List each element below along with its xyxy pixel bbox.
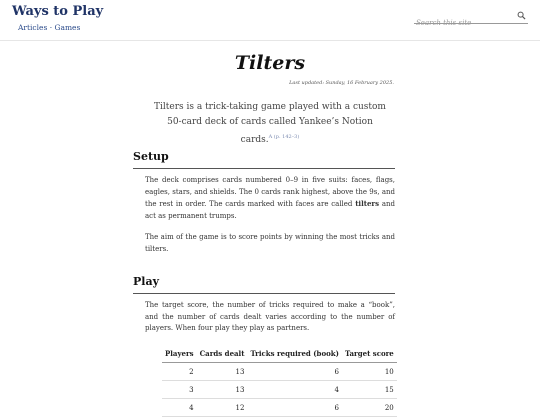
table-row xyxy=(162,399,397,417)
cell-players: 4 xyxy=(162,399,197,417)
cell-players: 3 xyxy=(162,381,197,399)
cell-tricks: 4 xyxy=(247,381,342,399)
nav-link-games[interactable]: Games xyxy=(54,23,81,32)
table-row xyxy=(162,363,397,381)
setup-paragraph-2: The aim of the game is to score points by winning the most tricks and tilters. xyxy=(145,233,395,253)
site-title[interactable]: Ways to Play xyxy=(12,4,104,19)
cell-target: 10 xyxy=(342,363,397,381)
cell-tricks: 6 xyxy=(247,399,342,417)
players-table xyxy=(162,349,397,417)
site-nav xyxy=(18,23,80,32)
cell-cards-dealt: 13 xyxy=(197,381,248,399)
section-heading-setup: Setup xyxy=(133,150,395,169)
header-target-score: Target score xyxy=(342,349,397,363)
table-header-row xyxy=(162,349,397,363)
search-icon[interactable] xyxy=(517,11,526,20)
cell-tricks: 6 xyxy=(247,363,342,381)
cell-cards-dealt: 12 xyxy=(197,399,248,417)
setup-paragraph-1 xyxy=(145,175,395,222)
term-tilters: tilters xyxy=(355,199,380,208)
cell-target: 20 xyxy=(342,399,397,417)
search-input[interactable] xyxy=(414,17,512,29)
article-lead xyxy=(153,100,387,148)
last-updated: Last updated: Sunday, 16 February 2025. xyxy=(289,80,394,86)
table-row xyxy=(162,381,397,399)
header-players: Players xyxy=(162,349,197,363)
setup-p1-end: and act as permanent trumps. xyxy=(145,200,395,220)
article-title: Tilters xyxy=(234,52,306,74)
header-cards-dealt: Cards dealt xyxy=(197,349,248,363)
nav-link-articles[interactable]: Articles xyxy=(18,23,48,32)
setup-p1-text: The deck comprises cards numbered 0–9 in five suits: faces, flags, eagles, stars, and shields. The 0 cards rank highest, above the 9s, and the rest in order. The cards marked with faces are called xyxy=(145,176,395,208)
nav-separator: · xyxy=(49,23,53,32)
play-paragraph-1: The target score, the number of tricks required to make a “book”, and the number of cards dealt varies according to the number of players. When four play they play as partners. xyxy=(145,301,395,332)
cell-players: 2 xyxy=(162,363,197,381)
lead-reference-link[interactable]: A (p. 142–3) xyxy=(268,134,300,140)
section-heading-play: Play xyxy=(133,275,395,294)
site-header xyxy=(0,0,540,41)
lead-text: Tilters is a trick-taking game played with a custom 50-card deck of cards called Yankee’s Notion cards. xyxy=(154,102,386,145)
search-box xyxy=(414,10,528,24)
header-tricks-required: Tricks required (book) xyxy=(247,349,342,363)
cell-target: 15 xyxy=(342,381,397,399)
cell-cards-dealt: 13 xyxy=(197,363,248,381)
